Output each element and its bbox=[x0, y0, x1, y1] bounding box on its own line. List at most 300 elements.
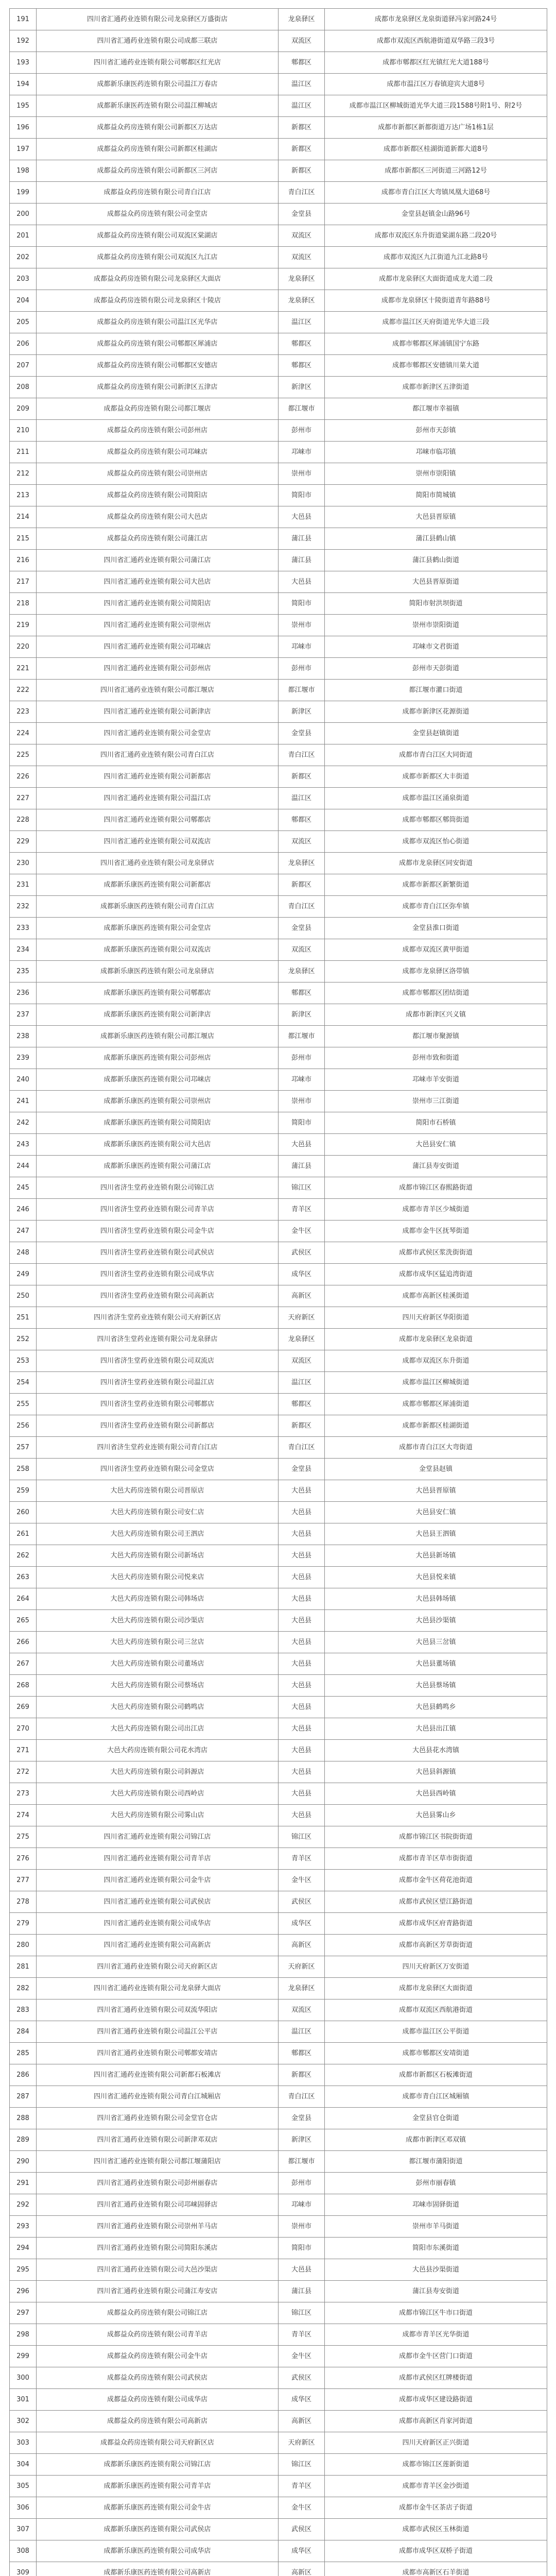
table-row bbox=[10, 1004, 547, 1026]
district-cell: 高新区 bbox=[279, 2562, 325, 2576]
table-row bbox=[10, 1372, 547, 1394]
table-row bbox=[10, 30, 547, 52]
table-row bbox=[10, 2302, 547, 2324]
district-cell: 金堂县 bbox=[279, 1459, 325, 1480]
row-number-cell: 309 bbox=[10, 2562, 37, 2576]
table-row bbox=[10, 1805, 547, 1826]
table-row bbox=[10, 918, 547, 939]
table-row bbox=[10, 2021, 547, 2043]
table-row bbox=[10, 1848, 547, 1870]
table-row bbox=[10, 1523, 547, 1545]
table-row bbox=[10, 2389, 547, 2411]
table-row bbox=[10, 571, 547, 593]
district-cell: 青白江区 bbox=[279, 182, 325, 204]
district-cell: 郫都区 bbox=[279, 52, 325, 74]
district-cell: 新津区 bbox=[279, 701, 325, 723]
pharmacy-name-cell: 四川省汇通药业连锁有限公司龙泉驿店 bbox=[37, 853, 279, 874]
table-row bbox=[10, 723, 547, 744]
row-number-cell: 263 bbox=[10, 1567, 37, 1588]
pharmacy-name-cell: 四川省汇通药业连锁有限公司都江堰蒲阳店 bbox=[37, 2151, 279, 2173]
pharmacy-name-cell: 成都新乐康医药连锁有限公司高新店 bbox=[37, 2562, 279, 2576]
district-cell: 天府新区 bbox=[279, 1956, 325, 1978]
district-cell: 郫都区 bbox=[279, 333, 325, 355]
row-number-cell: 280 bbox=[10, 1935, 37, 1956]
pharmacy-name-cell: 四川省汇通药业连锁有限公司崇州羊马店 bbox=[37, 2216, 279, 2238]
pharmacy-name-cell: 四川省汇通药业连锁有限公司新都石板滩店 bbox=[37, 2064, 279, 2086]
table-row bbox=[10, 1935, 547, 1956]
pharmacy-name-cell: 四川省济生堂药业连锁有限公司金堂店 bbox=[37, 1459, 279, 1480]
address-cell: 成都市郫都区郫筒街道 bbox=[325, 809, 547, 831]
row-number-cell: 192 bbox=[10, 30, 37, 52]
row-number-cell: 216 bbox=[10, 550, 37, 571]
address-cell: 成都市龙泉驿区大面街道成龙大道二段 bbox=[325, 268, 547, 290]
district-cell: 天府新区 bbox=[279, 1307, 325, 1329]
row-number-cell: 201 bbox=[10, 225, 37, 247]
row-number-cell: 251 bbox=[10, 1307, 37, 1329]
district-cell: 龙泉驿区 bbox=[279, 268, 325, 290]
table-row bbox=[10, 766, 547, 788]
table-row bbox=[10, 506, 547, 528]
district-cell: 锦江区 bbox=[279, 2302, 325, 2324]
address-cell: 成都市新都区桂湖街道 bbox=[325, 1415, 547, 1437]
district-cell: 邛崃市 bbox=[279, 1069, 325, 1091]
address-cell: 成都市郫都区犀浦镇国宁东路 bbox=[325, 333, 547, 355]
district-cell: 简阳市 bbox=[279, 593, 325, 615]
district-cell: 金堂县 bbox=[279, 723, 325, 744]
address-cell: 成都市武侯区浆洗街街道 bbox=[325, 1242, 547, 1264]
address-cell: 成都市成华区建设路街道 bbox=[325, 2389, 547, 2411]
address-cell: 大邑县三岔镇 bbox=[325, 1632, 547, 1653]
table-row bbox=[10, 333, 547, 355]
table-row bbox=[10, 1480, 547, 1502]
pharmacy-name-cell: 四川省汇通药业连锁有限公司双流华阳店 bbox=[37, 1999, 279, 2021]
address-cell: 成都市新津区兴义镇 bbox=[325, 1004, 547, 1026]
table-row bbox=[10, 1199, 547, 1221]
pharmacy-name-cell: 大邑大药房连锁有限公司斜源店 bbox=[37, 1761, 279, 1783]
row-number-cell: 301 bbox=[10, 2389, 37, 2411]
pharmacy-name-cell: 成都益众药房连锁有限公司青白江店 bbox=[37, 182, 279, 204]
address-cell: 简阳市射洪坝街道 bbox=[325, 593, 547, 615]
table-row bbox=[10, 1156, 547, 1177]
table-row bbox=[10, 268, 547, 290]
district-cell: 新津区 bbox=[279, 2129, 325, 2151]
district-cell: 大邑县 bbox=[279, 1653, 325, 1675]
address-cell: 成都市新津区邓双镇 bbox=[325, 2129, 547, 2151]
table-row bbox=[10, 2367, 547, 2389]
table-row bbox=[10, 744, 547, 766]
pharmacy-name-cell: 四川省汇通药业连锁有限公司温江公平店 bbox=[37, 2021, 279, 2043]
pharmacy-name-cell: 成都新乐康医药连锁有限公司青白江店 bbox=[37, 896, 279, 918]
district-cell: 邛崃市 bbox=[279, 2194, 325, 2216]
pharmacy-name-cell: 大邑大药房连锁有限公司花水湾店 bbox=[37, 1740, 279, 1761]
row-number-cell: 241 bbox=[10, 1091, 37, 1112]
table-row bbox=[10, 1350, 547, 1372]
address-cell: 大邑县安仁镇 bbox=[325, 1502, 547, 1523]
row-number-cell: 209 bbox=[10, 398, 37, 420]
pharmacy-name-cell: 成都益众药房连锁有限公司金牛店 bbox=[37, 2346, 279, 2367]
row-number-cell: 277 bbox=[10, 1870, 37, 1891]
row-number-cell: 219 bbox=[10, 615, 37, 636]
address-cell: 成都市青羊区金沙街道 bbox=[325, 2476, 547, 2497]
row-number-cell: 205 bbox=[10, 312, 37, 333]
row-number-cell: 269 bbox=[10, 1697, 37, 1718]
table-row bbox=[10, 615, 547, 636]
address-cell: 大邑县晋原镇 bbox=[325, 506, 547, 528]
row-number-cell: 292 bbox=[10, 2194, 37, 2216]
district-cell: 大邑县 bbox=[279, 1675, 325, 1697]
pharmacy-name-cell: 四川省汇通药业连锁有限公司高新店 bbox=[37, 1935, 279, 1956]
district-cell: 新都区 bbox=[279, 2064, 325, 2086]
row-number-cell: 299 bbox=[10, 2346, 37, 2367]
district-cell: 温江区 bbox=[279, 788, 325, 809]
district-cell: 双流区 bbox=[279, 1999, 325, 2021]
row-number-cell: 282 bbox=[10, 1978, 37, 1999]
address-cell: 蒲江县鹤山街道 bbox=[325, 550, 547, 571]
address-cell: 成都市金牛区茶店子街道 bbox=[325, 2497, 547, 2519]
table-row bbox=[10, 1697, 547, 1718]
district-cell: 大邑县 bbox=[279, 1718, 325, 1740]
table-row bbox=[10, 1826, 547, 1848]
address-cell: 成都市龙泉驿区龙泉街道 bbox=[325, 1329, 547, 1350]
pharmacy-name-cell: 大邑大药房连锁有限公司三岔店 bbox=[37, 1632, 279, 1653]
row-number-cell: 203 bbox=[10, 268, 37, 290]
row-number-cell: 230 bbox=[10, 853, 37, 874]
address-cell: 大邑县鹤鸣乡 bbox=[325, 1697, 547, 1718]
row-number-cell: 294 bbox=[10, 2238, 37, 2259]
table-row bbox=[10, 1588, 547, 1610]
table-row bbox=[10, 1329, 547, 1350]
pharmacy-name-cell: 大邑大药房连锁有限公司雾山店 bbox=[37, 1805, 279, 1826]
table-row bbox=[10, 95, 547, 117]
table-row bbox=[10, 896, 547, 918]
table-row bbox=[10, 1026, 547, 1047]
district-cell: 锦江区 bbox=[279, 1177, 325, 1199]
pharmacy-name-cell: 大邑大药房连锁有限公司沙渠店 bbox=[37, 1610, 279, 1632]
district-cell: 大邑县 bbox=[279, 1523, 325, 1545]
district-cell: 龙泉驿区 bbox=[279, 9, 325, 30]
table-row bbox=[10, 2259, 547, 2281]
pharmacy-name-cell: 成都新乐康医药连锁有限公司大邑店 bbox=[37, 1134, 279, 1156]
table-row bbox=[10, 2411, 547, 2432]
district-cell: 新都区 bbox=[279, 117, 325, 139]
pharmacy-name-cell: 成都益众药房连锁有限公司天府新区店 bbox=[37, 2432, 279, 2454]
table-row bbox=[10, 225, 547, 247]
pharmacy-name-cell: 成都新乐康医药连锁有限公司都江堰店 bbox=[37, 1026, 279, 1047]
table-row bbox=[10, 74, 547, 95]
district-cell: 都江堰市 bbox=[279, 1026, 325, 1047]
pharmacy-name-cell: 成都新乐康医药连锁有限公司邛崃店 bbox=[37, 1069, 279, 1091]
address-cell: 成都市新都区三河街道三河路12号 bbox=[325, 160, 547, 182]
district-cell: 武侯区 bbox=[279, 1242, 325, 1264]
address-cell: 成都市青白江区大弯街道 bbox=[325, 1437, 547, 1459]
district-cell: 武侯区 bbox=[279, 2367, 325, 2389]
row-number-cell: 249 bbox=[10, 1264, 37, 1285]
pharmacy-name-cell: 四川省汇通药业连锁有限公司都江堰店 bbox=[37, 680, 279, 701]
district-cell: 金堂县 bbox=[279, 918, 325, 939]
table-row bbox=[10, 1112, 547, 1134]
district-cell: 成华区 bbox=[279, 2389, 325, 2411]
address-cell: 大邑县出江镇 bbox=[325, 1718, 547, 1740]
row-number-cell: 220 bbox=[10, 636, 37, 658]
table-row bbox=[10, 2281, 547, 2302]
row-number-cell: 261 bbox=[10, 1523, 37, 1545]
pharmacy-name-cell: 四川省济生堂药业连锁有限公司新都店 bbox=[37, 1415, 279, 1437]
address-cell: 成都市龙泉驿区龙泉街道驿冯家河路24号 bbox=[325, 9, 547, 30]
table-row bbox=[10, 1783, 547, 1805]
district-cell: 金牛区 bbox=[279, 1221, 325, 1242]
table-row bbox=[10, 1264, 547, 1285]
table-row bbox=[10, 2497, 547, 2519]
district-cell: 青羊区 bbox=[279, 2476, 325, 2497]
address-cell: 邛崃市临邛镇 bbox=[325, 442, 547, 463]
pharmacy-name-cell: 成都益众药房连锁有限公司彭州店 bbox=[37, 420, 279, 442]
district-cell: 蒲江县 bbox=[279, 2281, 325, 2302]
pharmacy-name-cell: 成都新乐康医药连锁有限公司蒲江店 bbox=[37, 1156, 279, 1177]
row-number-cell: 236 bbox=[10, 982, 37, 1004]
address-cell: 成都市青羊区草市街街道 bbox=[325, 1848, 547, 1870]
district-cell: 双流区 bbox=[279, 247, 325, 268]
district-cell: 彭州市 bbox=[279, 2173, 325, 2194]
pharmacy-name-cell: 大邑大药房连锁有限公司西岭店 bbox=[37, 1783, 279, 1805]
address-cell: 大邑县韩场镇 bbox=[325, 1588, 547, 1610]
district-cell: 大邑县 bbox=[279, 1632, 325, 1653]
pharmacy-name-cell: 四川省汇通药业连锁有限公司蒲江寿安店 bbox=[37, 2281, 279, 2302]
address-cell: 成都市郫都区安靖街道 bbox=[325, 2043, 547, 2064]
district-cell: 金牛区 bbox=[279, 2346, 325, 2367]
district-cell: 大邑县 bbox=[279, 1697, 325, 1718]
pharmacy-name-cell: 大邑大药房连锁有限公司出江店 bbox=[37, 1718, 279, 1740]
address-cell: 成都市双流区九江街道九江北路8号 bbox=[325, 247, 547, 268]
address-cell: 成都市青白江区大弯镇凤凰大道68号 bbox=[325, 182, 547, 204]
district-cell: 温江区 bbox=[279, 1372, 325, 1394]
address-cell: 蒲江县鹤山镇 bbox=[325, 528, 547, 550]
table-row bbox=[10, 1999, 547, 2021]
district-cell: 金牛区 bbox=[279, 2497, 325, 2519]
table-row bbox=[10, 1718, 547, 1740]
district-cell: 崇州市 bbox=[279, 463, 325, 485]
district-cell: 新都区 bbox=[279, 874, 325, 896]
row-number-cell: 211 bbox=[10, 442, 37, 463]
pharmacy-name-cell: 四川省汇通药业连锁有限公司邛崃店 bbox=[37, 636, 279, 658]
pharmacy-name-cell: 成都益众药房连锁有限公司新都区万达店 bbox=[37, 117, 279, 139]
table-row bbox=[10, 1502, 547, 1523]
address-cell: 崇州市羊马街道 bbox=[325, 2216, 547, 2238]
district-cell: 成华区 bbox=[279, 1264, 325, 1285]
address-cell: 成都市青白江区弥牟镇 bbox=[325, 896, 547, 918]
pharmacy-name-cell: 四川省汇通药业连锁有限公司彭州丽春店 bbox=[37, 2173, 279, 2194]
district-cell: 温江区 bbox=[279, 312, 325, 333]
row-number-cell: 305 bbox=[10, 2476, 37, 2497]
district-cell: 简阳市 bbox=[279, 485, 325, 506]
row-number-cell: 260 bbox=[10, 1502, 37, 1523]
district-cell: 简阳市 bbox=[279, 1112, 325, 1134]
pharmacy-name-cell: 四川省汇通药业连锁有限公司青白江店 bbox=[37, 744, 279, 766]
row-number-cell: 217 bbox=[10, 571, 37, 593]
district-cell: 金牛区 bbox=[279, 1870, 325, 1891]
pharmacy-name-cell: 成都益众药房连锁有限公司蒲江店 bbox=[37, 528, 279, 550]
table-row bbox=[10, 139, 547, 160]
address-cell: 成都市武侯区望江路街道 bbox=[325, 1891, 547, 1913]
pharmacy-name-cell: 四川省汇通药业连锁有限公司双流店 bbox=[37, 831, 279, 853]
row-number-cell: 229 bbox=[10, 831, 37, 853]
district-cell: 大邑县 bbox=[279, 1588, 325, 1610]
address-cell: 大邑县晋原街道 bbox=[325, 571, 547, 593]
table-row bbox=[10, 1653, 547, 1675]
table-row bbox=[10, 1134, 547, 1156]
district-cell: 青白江区 bbox=[279, 2086, 325, 2108]
table-row bbox=[10, 1437, 547, 1459]
row-number-cell: 226 bbox=[10, 766, 37, 788]
table-row bbox=[10, 2562, 547, 2576]
district-cell: 郫都区 bbox=[279, 355, 325, 377]
pharmacy-name-cell: 四川省济生堂药业连锁有限公司高新店 bbox=[37, 1285, 279, 1307]
pharmacy-name-cell: 成都益众药房连锁有限公司大邑店 bbox=[37, 506, 279, 528]
table-row bbox=[10, 398, 547, 420]
row-number-cell: 248 bbox=[10, 1242, 37, 1264]
pharmacy-name-cell: 成都益众药房连锁有限公司新都区三河店 bbox=[37, 160, 279, 182]
row-number-cell: 298 bbox=[10, 2324, 37, 2346]
pharmacy-name-cell: 四川省济生堂药业连锁有限公司青羊店 bbox=[37, 1199, 279, 1221]
pharmacy-name-cell: 成都益众药房连锁有限公司崇州店 bbox=[37, 463, 279, 485]
table-row bbox=[10, 1913, 547, 1935]
row-number-cell: 272 bbox=[10, 1761, 37, 1783]
table-row bbox=[10, 1632, 547, 1653]
row-number-cell: 300 bbox=[10, 2367, 37, 2389]
row-number-cell: 191 bbox=[10, 9, 37, 30]
row-number-cell: 276 bbox=[10, 1848, 37, 1870]
pharmacy-name-cell: 成都益众药房连锁有限公司龙泉驿区大面店 bbox=[37, 268, 279, 290]
address-cell: 大邑县新场镇 bbox=[325, 1545, 547, 1567]
district-cell: 郫都区 bbox=[279, 1394, 325, 1415]
row-number-cell: 215 bbox=[10, 528, 37, 550]
district-cell: 双流区 bbox=[279, 939, 325, 961]
district-cell: 双流区 bbox=[279, 225, 325, 247]
table-row bbox=[10, 2432, 547, 2454]
row-number-cell: 206 bbox=[10, 333, 37, 355]
district-cell: 都江堰市 bbox=[279, 680, 325, 701]
pharmacy-name-cell: 四川省汇通药业连锁有限公司龙泉驿区万盛街店 bbox=[37, 9, 279, 30]
row-number-cell: 264 bbox=[10, 1588, 37, 1610]
table-row bbox=[10, 2064, 547, 2086]
district-cell: 崇州市 bbox=[279, 615, 325, 636]
row-number-cell: 267 bbox=[10, 1653, 37, 1675]
district-cell: 青羊区 bbox=[279, 1848, 325, 1870]
pharmacy-name-cell: 成都新乐康医药连锁有限公司温江柳城店 bbox=[37, 95, 279, 117]
address-cell: 成都市新都区新繁街道 bbox=[325, 874, 547, 896]
pharmacy-name-cell: 成都新乐康医药连锁有限公司武侯店 bbox=[37, 2519, 279, 2540]
address-cell: 金堂县赵镇街道 bbox=[325, 723, 547, 744]
table-row bbox=[10, 701, 547, 723]
row-number-cell: 208 bbox=[10, 377, 37, 398]
pharmacy-table bbox=[9, 8, 547, 2576]
table-row bbox=[10, 961, 547, 982]
address-cell: 蒲江县寿安街道 bbox=[325, 1156, 547, 1177]
district-cell: 龙泉驿区 bbox=[279, 961, 325, 982]
table-row bbox=[10, 1891, 547, 1913]
district-cell: 高新区 bbox=[279, 2411, 325, 2432]
address-cell: 蒲江县寿安街道 bbox=[325, 2281, 547, 2302]
district-cell: 青白江区 bbox=[279, 1437, 325, 1459]
district-cell: 新都区 bbox=[279, 1415, 325, 1437]
pharmacy-name-cell: 大邑大药房连锁有限公司鹤鸣店 bbox=[37, 1697, 279, 1718]
table-row bbox=[10, 2346, 547, 2367]
row-number-cell: 235 bbox=[10, 961, 37, 982]
address-cell: 成都市高新区石羊街道 bbox=[325, 2562, 547, 2576]
table-row bbox=[10, 2476, 547, 2497]
address-cell: 成都市双流区东升街道 bbox=[325, 1350, 547, 1372]
row-number-cell: 255 bbox=[10, 1394, 37, 1415]
district-cell: 郫都区 bbox=[279, 2043, 325, 2064]
district-cell: 彭州市 bbox=[279, 420, 325, 442]
address-cell: 成都市龙泉驿区大面街道 bbox=[325, 1978, 547, 1999]
pharmacy-name-cell: 四川省汇通药业连锁有限公司新津店 bbox=[37, 701, 279, 723]
pharmacy-name-cell: 四川省汇通药业连锁有限公司郫都安靖店 bbox=[37, 2043, 279, 2064]
pharmacy-name-cell: 成都新乐康医药连锁有限公司新津店 bbox=[37, 1004, 279, 1026]
address-cell: 四川天府新区华阳街道 bbox=[325, 1307, 547, 1329]
pharmacy-name-cell: 成都益众药房连锁有限公司都江堰店 bbox=[37, 398, 279, 420]
row-number-cell: 268 bbox=[10, 1675, 37, 1697]
row-number-cell: 265 bbox=[10, 1610, 37, 1632]
row-number-cell: 198 bbox=[10, 160, 37, 182]
pharmacy-name-cell: 大邑大药房连锁有限公司韩场店 bbox=[37, 1588, 279, 1610]
address-cell: 彭州市天彭街道 bbox=[325, 658, 547, 680]
table-row bbox=[10, 2108, 547, 2129]
table-row bbox=[10, 1675, 547, 1697]
address-cell: 邛崃市文君街道 bbox=[325, 636, 547, 658]
pharmacy-name-cell: 成都新乐康医药连锁有限公司温江万春店 bbox=[37, 74, 279, 95]
address-cell: 大邑县斜源镇 bbox=[325, 1761, 547, 1783]
table-row bbox=[10, 2194, 547, 2216]
district-cell: 都江堰市 bbox=[279, 2151, 325, 2173]
table-row bbox=[10, 1459, 547, 1480]
address-cell: 成都市锦江区春熙路街道 bbox=[325, 1177, 547, 1199]
district-cell: 金堂县 bbox=[279, 204, 325, 225]
pharmacy-name-cell: 成都益众药房连锁有限公司简阳店 bbox=[37, 485, 279, 506]
row-number-cell: 223 bbox=[10, 701, 37, 723]
row-number-cell: 232 bbox=[10, 896, 37, 918]
address-cell: 成都市双流区西航港街道双华路三段3号 bbox=[325, 30, 547, 52]
pharmacy-name-cell: 四川省汇通药业连锁有限公司金牛店 bbox=[37, 1870, 279, 1891]
pharmacy-name-cell: 四川省汇通药业连锁有限公司新津邓双店 bbox=[37, 2129, 279, 2151]
row-number-cell: 222 bbox=[10, 680, 37, 701]
district-cell: 大邑县 bbox=[279, 1805, 325, 1826]
row-number-cell: 214 bbox=[10, 506, 37, 528]
address-cell: 大邑县蔡场镇 bbox=[325, 1675, 547, 1697]
row-number-cell: 218 bbox=[10, 593, 37, 615]
table-row bbox=[10, 117, 547, 139]
district-cell: 锦江区 bbox=[279, 1826, 325, 1848]
table-row bbox=[10, 355, 547, 377]
address-cell: 成都市新津区花源街道 bbox=[325, 701, 547, 723]
table-row bbox=[10, 528, 547, 550]
row-number-cell: 225 bbox=[10, 744, 37, 766]
table-row bbox=[10, 2151, 547, 2173]
address-cell: 成都市温江区公平街道 bbox=[325, 2021, 547, 2043]
row-number-cell: 193 bbox=[10, 52, 37, 74]
address-cell: 大邑县花水湾镇 bbox=[325, 1740, 547, 1761]
address-cell: 成都市成华区双桥子街道 bbox=[325, 2540, 547, 2562]
table-row bbox=[10, 312, 547, 333]
row-number-cell: 233 bbox=[10, 918, 37, 939]
pharmacy-name-cell: 四川省汇通药业连锁有限公司大邑沙渠店 bbox=[37, 2259, 279, 2281]
pharmacy-name-cell: 成都益众药房连锁有限公司武侯店 bbox=[37, 2367, 279, 2389]
address-cell: 成都市郫都区犀浦街道 bbox=[325, 1394, 547, 1415]
district-cell: 新都区 bbox=[279, 766, 325, 788]
district-cell: 大邑县 bbox=[279, 1610, 325, 1632]
address-cell: 成都市双流区怡心街道 bbox=[325, 831, 547, 853]
address-cell: 大邑县沙渠街道 bbox=[325, 2259, 547, 2281]
pharmacy-name-cell: 大邑大药房连锁有限公司蔡场店 bbox=[37, 1675, 279, 1697]
